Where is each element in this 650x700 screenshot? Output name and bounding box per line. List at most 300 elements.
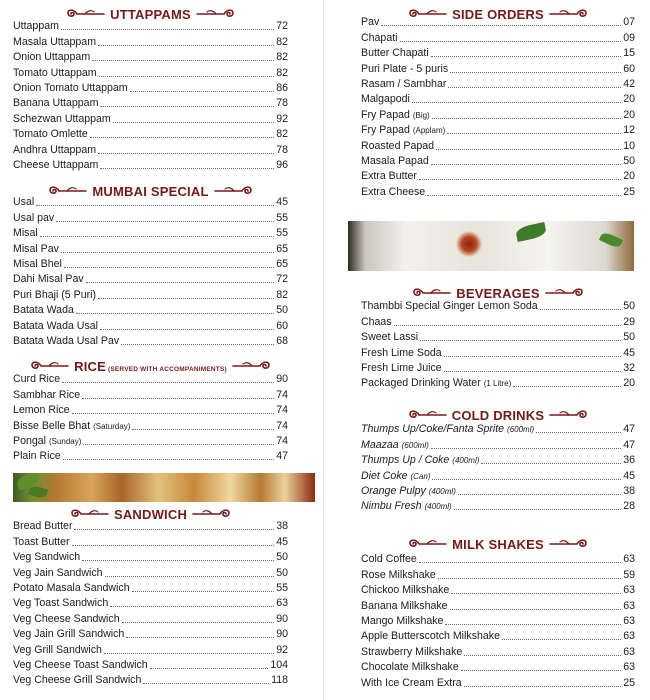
item-name: Bisse Belle Bhat (Saturday): [13, 419, 131, 432]
leader-dots: [502, 639, 621, 640]
rice-list: [13, 371, 288, 463]
item-price: 96: [276, 158, 288, 171]
section-title: COLD DRINKS: [451, 407, 545, 423]
leader-dots: [130, 91, 275, 92]
leader-dots: [92, 60, 274, 61]
item-note: (Can): [410, 471, 431, 481]
menu-item: [361, 298, 635, 313]
menu-item: [361, 360, 635, 375]
leader-dots: [448, 87, 621, 88]
item-name: Veg Cheese Sandwich: [13, 612, 120, 625]
section-title: MILK SHAKES: [452, 536, 544, 552]
item-price: 45: [623, 346, 635, 359]
item-price: 82: [276, 66, 288, 79]
item-name: Malgapodi: [361, 93, 410, 106]
leader-dots: [464, 655, 621, 656]
menu-item: [13, 209, 288, 224]
item-price: 68: [276, 334, 288, 347]
menu-item: [13, 371, 288, 386]
item-price: 82: [276, 35, 288, 48]
item-name: Nimbu Fresh (400ml): [361, 500, 452, 513]
menu-item: [361, 329, 635, 344]
menu-item: [13, 417, 288, 432]
leader-dots: [438, 578, 621, 579]
menu-item: [361, 313, 635, 328]
item-name: Veg Jain Sandwich: [13, 566, 103, 579]
item-name: Tomato Uttappam: [13, 66, 97, 79]
leader-dots: [72, 413, 275, 414]
item-price: 65: [276, 257, 288, 270]
menu-item: [361, 597, 635, 612]
menu-item: [13, 657, 288, 672]
item-name: Butter Chapati: [361, 47, 429, 60]
menu-item: [361, 153, 635, 168]
leader-dots: [126, 637, 274, 638]
menu-item: [13, 64, 288, 79]
item-price: 60: [623, 62, 635, 75]
leader-dots: [113, 122, 274, 123]
item-name: Roasted Papad: [361, 139, 435, 152]
sandwich-food-photo: [13, 473, 315, 502]
leader-dots: [40, 236, 274, 237]
item-name: Fresh Lime Juice: [361, 361, 442, 374]
menu-item: [13, 564, 288, 579]
item-price: 90: [276, 628, 288, 641]
menu-item: [13, 302, 288, 317]
leader-dots: [461, 670, 621, 671]
item-name: Fresh Lime Soda: [361, 346, 442, 359]
leader-dots: [100, 329, 274, 330]
item-name: Masala Papad: [361, 154, 429, 167]
item-name: Masala Uttappam: [13, 35, 97, 48]
item-price: 47: [276, 450, 288, 463]
item-price: 74: [276, 388, 288, 401]
item-name: Misal Pav: [13, 242, 59, 255]
leader-dots: [431, 56, 621, 57]
item-name: Uttappam: [13, 20, 59, 33]
item-price: 50: [623, 331, 635, 344]
item-price: 72: [276, 20, 288, 33]
item-name: Extra Cheese: [361, 185, 426, 198]
leader-dots: [412, 102, 621, 103]
item-price: 90: [276, 373, 288, 386]
leader-dots: [451, 593, 621, 594]
menu-item: [13, 256, 288, 271]
item-price: 20: [623, 108, 635, 121]
menu-item: [361, 168, 635, 183]
menu-item: [361, 137, 635, 152]
item-price: 50: [623, 300, 635, 313]
menu-item: [13, 286, 288, 301]
leader-dots: [536, 432, 621, 433]
menu-item: [13, 595, 288, 610]
menu-item: [361, 628, 635, 643]
menu-item: [361, 60, 635, 75]
ornament-right-icon: [549, 538, 589, 550]
item-price: 63: [623, 584, 635, 597]
leader-dots: [132, 591, 275, 592]
menu-item: [13, 448, 288, 463]
leader-dots: [86, 282, 275, 283]
leader-dots: [419, 179, 621, 180]
menu-item: [13, 610, 288, 625]
item-price: 118: [271, 674, 288, 687]
item-name: Bread Butter: [13, 520, 73, 533]
menu-item: [13, 580, 288, 595]
item-price: 10: [623, 139, 635, 152]
menu-item: [13, 126, 288, 141]
item-price: 38: [276, 520, 288, 533]
leader-dots: [420, 340, 621, 341]
item-name: Usal: [13, 196, 35, 209]
leader-dots: [381, 25, 621, 26]
item-name: Cheese Uttappam: [13, 158, 99, 171]
item-name: Thumps Up/Coke/Fanta Sprite (600ml): [361, 423, 535, 436]
item-price: 42: [623, 77, 635, 90]
item-price: 63: [623, 661, 635, 674]
leader-dots: [83, 444, 274, 445]
leader-dots: [432, 479, 621, 480]
column-divider: [323, 0, 324, 700]
menu-item: [13, 333, 288, 348]
cold-drinks-list: [361, 421, 635, 513]
leader-dots: [400, 41, 622, 42]
item-price: 32: [623, 361, 635, 374]
item-note: (Sunday): [48, 436, 82, 446]
leader-dots: [36, 205, 274, 206]
item-name: Andhra Uttappam: [13, 143, 97, 156]
ornament-left-icon: [407, 538, 447, 550]
item-price: 78: [276, 97, 288, 110]
ornament-left-icon: [407, 409, 447, 421]
leader-dots: [444, 356, 622, 357]
item-price: 50: [276, 566, 288, 579]
item-name: Plain Rice: [13, 450, 61, 463]
item-price: 55: [276, 211, 288, 224]
item-name: Sweet Lassi: [361, 331, 419, 344]
item-name: Packaged Drinking Water (1 Litre): [361, 377, 512, 390]
sandwich-list: [13, 518, 288, 687]
leader-dots: [82, 560, 274, 561]
leader-dots: [61, 29, 274, 30]
item-price: 63: [623, 614, 635, 627]
item-name: Veg Grill Sandwich: [13, 643, 102, 656]
item-name: Mango Milkshake: [361, 614, 444, 627]
item-price: 74: [276, 419, 288, 432]
item-note: (400ml): [428, 486, 456, 496]
item-name: Maazaa (600ml): [361, 438, 429, 451]
leader-dots: [61, 252, 274, 253]
leader-dots: [540, 309, 622, 310]
menu-item: [361, 122, 635, 137]
item-price: 20: [623, 93, 635, 106]
leader-dots: [62, 382, 274, 383]
item-name: Chapati: [361, 31, 398, 44]
item-price: 63: [623, 645, 635, 658]
section-title: UTTAPPAMS: [110, 6, 191, 22]
item-price: 36: [623, 454, 635, 467]
leader-dots: [419, 562, 621, 563]
menu-item: [361, 106, 635, 121]
leader-dots: [454, 509, 621, 510]
menu-item: [13, 194, 288, 209]
leader-dots: [450, 72, 621, 73]
item-price: 63: [623, 553, 635, 566]
menu-item: [361, 91, 635, 106]
leader-dots: [121, 344, 274, 345]
menu-item: [13, 433, 288, 448]
item-price: 82: [276, 288, 288, 301]
menu-item: [361, 551, 635, 566]
item-name: Curd Rice: [13, 373, 61, 386]
leader-dots: [74, 529, 274, 530]
item-name: Veg Cheese Toast Sandwich: [13, 658, 148, 671]
menu-item: [361, 76, 635, 91]
item-note: (Applam): [412, 126, 446, 136]
item-name: Orange Pulpy (400ml): [361, 484, 456, 497]
item-price: 47: [623, 423, 635, 436]
menu-item: [361, 183, 635, 198]
menu-item: [361, 421, 635, 436]
menu-item: [13, 240, 288, 255]
leader-dots: [82, 398, 274, 399]
item-price: 74: [276, 434, 288, 447]
item-price: 63: [276, 597, 288, 610]
item-price: 50: [276, 551, 288, 564]
item-name: Rose Milkshake: [361, 568, 436, 581]
item-price: 45: [623, 469, 635, 482]
item-price: 92: [276, 112, 288, 125]
leader-dots: [445, 624, 621, 625]
item-price: 25: [623, 185, 635, 198]
item-price: 55: [276, 581, 288, 594]
leader-dots: [427, 195, 621, 196]
menu-item: [13, 33, 288, 48]
item-name: Chickoo Milkshake: [361, 584, 450, 597]
item-name: Misal Bhel: [13, 257, 62, 270]
item-price: 82: [276, 128, 288, 141]
item-name: Onion Uttappam: [13, 51, 91, 64]
leader-dots: [64, 267, 274, 268]
item-price: 12: [623, 124, 635, 137]
item-name: Extra Butter: [361, 170, 417, 183]
item-note: (400ml): [424, 502, 452, 512]
item-price: 92: [276, 643, 288, 656]
section-title: MUMBAI SPECIAL: [92, 183, 209, 199]
item-name: Fry Papad (Applam): [361, 124, 446, 137]
menu-item: [361, 467, 635, 482]
menu-item: [361, 29, 635, 44]
item-price: 55: [276, 227, 288, 240]
milk-shakes-list: [361, 551, 635, 690]
menu-item: [13, 518, 288, 533]
item-name: Veg Jain Grill Sandwich: [13, 628, 125, 641]
item-name: Banana Uttappam: [13, 97, 99, 110]
item-name: Pongal (Sunday): [13, 434, 82, 447]
item-name: Pav: [361, 16, 380, 29]
item-price: 20: [623, 170, 635, 183]
item-name: Cold Coffee: [361, 553, 417, 566]
leader-dots: [110, 606, 274, 607]
leader-dots: [98, 153, 274, 154]
leader-dots: [444, 371, 622, 372]
item-name: Toast Butter: [13, 535, 70, 548]
item-price: 74: [276, 404, 288, 417]
menu-item: [13, 641, 288, 656]
menu-item: [361, 452, 635, 467]
item-name: Strawberry Milkshake: [361, 645, 463, 658]
item-price: 28: [623, 500, 635, 513]
menu-item: [361, 643, 635, 658]
uttappams-list: [13, 18, 288, 172]
leader-dots: [98, 45, 274, 46]
menu-item: [361, 436, 635, 451]
menu-item: [361, 613, 635, 628]
item-price: 65: [276, 242, 288, 255]
item-name: Fry Papad (Big): [361, 108, 430, 121]
leader-dots: [56, 221, 274, 222]
section-title: BEVERAGES: [456, 285, 540, 301]
item-name: Rasam / Sambhar: [361, 77, 447, 90]
item-price: 78: [276, 143, 288, 156]
leader-dots: [150, 668, 269, 669]
beverages-list: [361, 298, 635, 390]
item-price: 72: [276, 273, 288, 286]
item-price: 15: [623, 47, 635, 60]
menu-item: [13, 225, 288, 240]
leader-dots: [100, 106, 274, 107]
leader-dots: [90, 137, 274, 138]
item-price: 07: [623, 16, 635, 29]
leader-dots: [104, 653, 274, 654]
item-name: With Ice Cream Extra: [361, 676, 462, 689]
item-price: 38: [623, 484, 635, 497]
menu-item: [361, 45, 635, 60]
item-price: 90: [276, 612, 288, 625]
item-note: (Big): [412, 110, 430, 120]
item-price: 45: [276, 196, 288, 209]
item-name: Apple Butterscotch Milkshake: [361, 630, 500, 643]
menu-item: [361, 375, 635, 390]
item-note: (Saturday): [93, 421, 131, 431]
item-note: (600ml): [401, 440, 429, 450]
item-name: Diet Coke (Can): [361, 469, 431, 482]
item-name: Lemon Rice: [13, 404, 70, 417]
menu-item: [361, 566, 635, 581]
item-price: 50: [623, 154, 635, 167]
item-name: Banana Milkshake: [361, 599, 448, 612]
leader-dots: [72, 545, 275, 546]
leader-dots: [98, 298, 274, 299]
menu-item: [13, 533, 288, 548]
menu-item: [13, 18, 288, 33]
item-price: 60: [276, 319, 288, 332]
leader-dots: [431, 448, 621, 449]
item-price: 104: [270, 658, 288, 671]
ornament-right-icon: [549, 409, 589, 421]
item-price: 45: [276, 535, 288, 548]
menu-item: [13, 549, 288, 564]
item-price: 47: [623, 438, 635, 451]
leader-dots: [132, 429, 274, 430]
menu-item: [361, 498, 635, 513]
menu-item: [13, 110, 288, 125]
menu-item: [361, 659, 635, 674]
menu-item: [13, 672, 288, 687]
section-title: RICE (SERVED WITH ACCOMPANIMENTS): [74, 358, 227, 374]
item-name: Batata Wada: [13, 304, 74, 317]
side-orders-list: [361, 14, 635, 199]
section-title: SANDWICH: [113, 506, 188, 522]
menu-item: [13, 386, 288, 401]
leader-dots: [513, 386, 621, 387]
item-name: Misal: [13, 227, 38, 240]
leader-dots: [143, 683, 269, 684]
item-name: Batata Wada Usal: [13, 319, 98, 332]
item-name: Batata Wada Usal Pav: [13, 334, 120, 347]
menu-item: [361, 14, 635, 29]
leader-dots: [100, 168, 274, 169]
menu-item: [13, 317, 288, 332]
item-price: 29: [623, 315, 635, 328]
item-price: 63: [623, 630, 635, 643]
menu-item: [13, 402, 288, 417]
menu-item: [13, 141, 288, 156]
item-note: (400ml): [452, 456, 480, 466]
item-price: 86: [276, 81, 288, 94]
leader-dots: [432, 118, 621, 119]
item-price: 09: [623, 31, 635, 44]
leader-dots: [63, 459, 275, 460]
leader-dots: [76, 313, 274, 314]
leader-dots: [458, 494, 621, 495]
leader-dots: [105, 576, 275, 577]
item-name: Puri Bhaji (5 Puri): [13, 288, 97, 301]
item-name: Veg Toast Sandwich: [13, 597, 109, 610]
item-note: (1 Litre): [483, 379, 512, 389]
item-name: Veg Cheese Grill Sandwich: [13, 674, 142, 687]
leader-dots: [394, 325, 622, 326]
leader-dots: [464, 686, 622, 687]
section-title: SIDE ORDERS: [452, 6, 544, 22]
item-price: 50: [276, 304, 288, 317]
item-name: Onion Tomato Uttappam: [13, 81, 128, 94]
item-price: 20: [623, 377, 635, 390]
item-name: Sambhar Rice: [13, 388, 81, 401]
menu-item: [13, 49, 288, 64]
menu-item: [361, 582, 635, 597]
item-name: Tomato Omlette: [13, 128, 88, 141]
item-price: 59: [623, 568, 635, 581]
menu-item: [361, 483, 635, 498]
item-price: 63: [623, 599, 635, 612]
item-name: Puri Plate - 5 puris: [361, 62, 449, 75]
leader-dots: [481, 463, 621, 464]
mumbai-special-list: [13, 194, 288, 348]
leader-dots: [447, 133, 621, 134]
menu-item: [13, 157, 288, 172]
item-name: Schezwan Uttappam: [13, 112, 111, 125]
item-name: Veg Sandwich: [13, 551, 81, 564]
leader-dots: [431, 164, 621, 165]
menu-item: [13, 95, 288, 110]
section-note: (SERVED WITH ACCOMPANIMENTS): [107, 365, 227, 373]
item-name: Usal pav: [13, 211, 55, 224]
lassi-drink-photo: [348, 221, 634, 271]
leader-dots: [450, 609, 622, 610]
item-name: Potato Masala Sandwich: [13, 581, 130, 594]
item-price: 82: [276, 51, 288, 64]
